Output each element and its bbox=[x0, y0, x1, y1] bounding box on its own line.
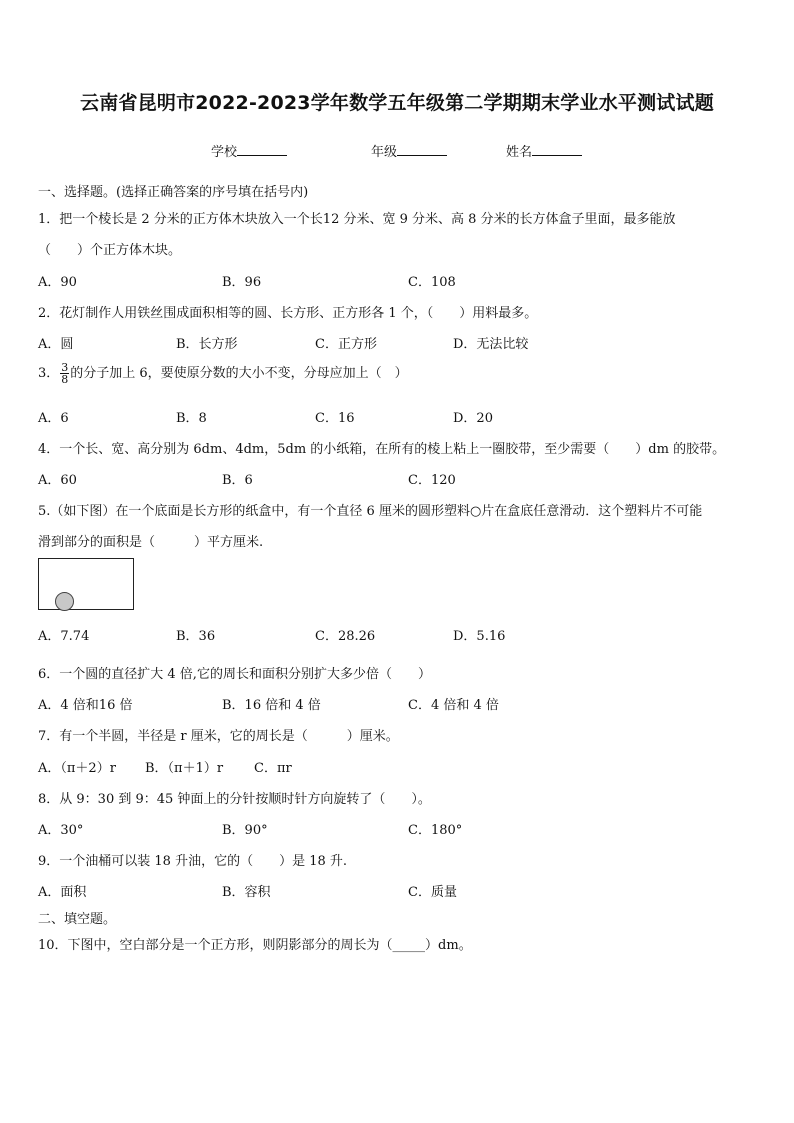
q3-fraction-denominator: 8 bbox=[61, 373, 69, 386]
q2-option-a: A．圆 bbox=[38, 337, 74, 352]
q3-option-d: D．20 bbox=[453, 411, 493, 426]
q5-option-c: C．28.26 bbox=[315, 629, 376, 644]
q5-text-line2: 滑到部分的面积是（ ）平方厘米. bbox=[38, 535, 264, 550]
q1-text-line2: （ ）个正方体木块。 bbox=[38, 243, 182, 258]
q6-option-c: C．4 倍和 4 倍 bbox=[408, 698, 499, 713]
name-field bbox=[506, 141, 582, 160]
school-field bbox=[211, 141, 287, 160]
q4-option-b: B．6 bbox=[222, 473, 253, 488]
q3-number: 3． bbox=[38, 366, 60, 381]
q3-fraction-numerator: 3 bbox=[61, 361, 69, 374]
q7-text: 7．有一个半圆，半径是 r 厘米，它的周长是（ ）厘米。 bbox=[38, 729, 399, 744]
q5-box-figure bbox=[38, 558, 134, 610]
q3-option-c: C．16 bbox=[315, 411, 355, 426]
grade-field bbox=[371, 141, 447, 160]
q4-text: 4．一个长、宽、高分别为 6dm、4dm，5dm 的小纸箱，在所有的棱上粘上一圈胶带，至少需要（ ）dm 的胶带。 bbox=[38, 442, 726, 457]
q8-option-b: B．90° bbox=[222, 823, 268, 838]
q10-text: 10．下图中，空白部分是一个正方形，则阴影部分的周长为（_____）dm。 bbox=[38, 938, 472, 953]
q6-text: 6．一个圆的直径扩大 4 倍,它的周长和面积分别扩大多少倍（ ） bbox=[38, 667, 431, 682]
page-title: 云南省昆明市2022-2023学年数学五年级第二学期期末学业水平测试试题 bbox=[80, 92, 714, 114]
q9-option-b: B．容积 bbox=[222, 885, 271, 900]
q2-option-c: C．正方形 bbox=[315, 337, 377, 352]
q6-option-a: A．4 倍和16 倍 bbox=[38, 698, 133, 713]
q4-option-a: A．60 bbox=[38, 473, 77, 488]
section-2-heading: 二、填空题。 bbox=[38, 912, 117, 927]
q7-option-a: A．（π＋2）r bbox=[38, 761, 116, 776]
q5-text-line1: 5.（如下图）在一个底面是长方形的纸盒中，有一个直径 6 厘米的圆形塑料○片在盒底任意滑动．这个塑料片不可能 bbox=[38, 504, 703, 519]
q7-option-c: C．πr bbox=[254, 761, 292, 776]
q8-option-c: C．180° bbox=[408, 823, 463, 838]
q5-option-a: A．7.74 bbox=[38, 629, 90, 644]
q4-option-c: C．120 bbox=[408, 473, 456, 488]
q9-text: 9．一个油桶可以装 18 升油，它的（ ）是 18 升. bbox=[38, 854, 348, 869]
section-1-heading: 一、选择题。(选择正确答案的序号填在括号内) bbox=[38, 185, 309, 200]
q1-option-c: C．108 bbox=[408, 275, 456, 290]
q7-option-b: B．（π＋1）r bbox=[145, 761, 224, 776]
q1-text-line1: 1．把一个棱长是 2 分米的正方体木块放入一个长12 分米、宽 9 分米、高 8 分米的长方体盒子里面，最多能放 bbox=[38, 212, 676, 227]
q1-option-a: A．90 bbox=[38, 275, 77, 290]
q5-option-d: D．5.16 bbox=[453, 629, 506, 644]
q5-option-b: B．36 bbox=[176, 629, 216, 644]
q9-option-c: C．质量 bbox=[408, 885, 457, 900]
q8-option-a: A．30° bbox=[38, 823, 84, 838]
q6-option-b: B．16 倍和 4 倍 bbox=[222, 698, 321, 713]
q3-option-b: B．8 bbox=[176, 411, 207, 426]
q2-text: 2．花灯制作人用铁丝围成面积相等的圆、长方形、正方形各 1 个，（ ）用料最多。 bbox=[38, 306, 538, 321]
q3-text bbox=[38, 362, 408, 385]
q3-option-a: A．6 bbox=[38, 411, 69, 426]
school-blank bbox=[237, 142, 287, 156]
grade-label: 年级 bbox=[371, 145, 398, 160]
school-label: 学校 bbox=[211, 145, 238, 160]
grade-blank bbox=[397, 142, 447, 156]
name-blank bbox=[532, 142, 582, 156]
name-label: 姓名 bbox=[506, 145, 533, 160]
q2-option-b: B．长方形 bbox=[176, 337, 238, 352]
q3-question: 的分子加上 6，要使原分数的大小不变，分母应加上（ ） bbox=[70, 366, 408, 381]
q2-option-d: D．无法比较 bbox=[453, 337, 529, 352]
q5-circle-disc bbox=[55, 592, 74, 611]
q8-text: 8．从 9：30 到 9：45 钟面上的分针按顺时针方向旋转了（ ）。 bbox=[38, 792, 431, 807]
q3-fraction bbox=[60, 362, 69, 385]
q9-option-a: A．面积 bbox=[38, 885, 87, 900]
q1-option-b: B．96 bbox=[222, 275, 262, 290]
